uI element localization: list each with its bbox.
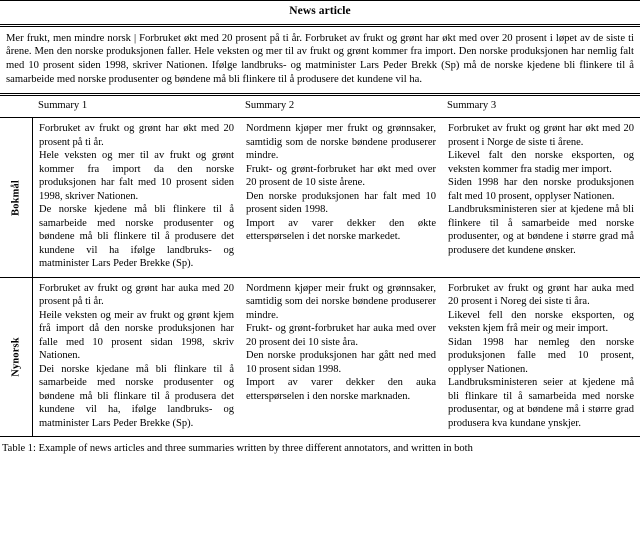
summary-column-header-row [0, 96, 640, 117]
cell-nynorsk-summary-2 [240, 278, 442, 437]
summary-sentence: Nordmenn kjøper meir frukt og grønnsaker, samtidig som dei norske bøndene produserer mindre. [246, 282, 436, 321]
cell-nynorsk-summary-3 [442, 278, 640, 437]
summary-sentence: Forbruket av frukt og grønt har økt med 20 prosent i Norge de siste ti årene. [448, 123, 634, 148]
table-row-bokmal [0, 118, 640, 277]
summary-sentence: Den norske produksjonen har gått ned med 10 prosent sidan 1998. [246, 350, 436, 375]
language-label-bokmal: Bokmål [10, 179, 22, 216]
summary-sentence: Hele veksten og mer til av frukt og grønt kommer fra import da den norske produksjonen har falt med 10 prosent siden 1998, skriver Nationen. [39, 150, 234, 202]
summary-sentence: Import av varer dekker den auka etterspørselen i den norske marknaden. [246, 377, 436, 402]
column-header-summary-1: Summary 1 [38, 100, 88, 112]
cell-nynorsk-summary-1 [33, 278, 240, 437]
language-label-nynorsk: Nynorsk [10, 337, 22, 377]
summary-sentence: Landbruksministeren seier at kjedene må bli flinkare til å samarbeida med norske produsentar, og at bøndene må i større grad produsera kva kundane ynskjer. [448, 377, 634, 429]
cell-bokmal-summary-3 [442, 118, 640, 277]
column-header-summary-2: Summary 2 [245, 100, 295, 112]
summary-sentence: Forbruket av frukt og grønt har auka med 20 prosent på ti år. [39, 282, 234, 308]
column-header-summary-3: Summary 3 [447, 100, 497, 112]
news-article-row [0, 27, 640, 94]
summary-sentence: Forbruket av frukt og grønt har auka med 20 prosent i Noreg dei siste ti åra. [448, 282, 634, 308]
summary-sentence: Heile veksten og meir av frukt og grønt kjem frå import då den norske produksjonen har falle med 10 prosent sidan 1998, skriv Nationen. [39, 309, 234, 362]
summary-sentence: Sidan 1998 har nemleg den norske produksjonen falle med 10 prosent, opplyser Nationen. [448, 336, 634, 375]
summary-sentence: Frukt- og grønt-forbruket har auka med over 20 prosent dei 10 siste åra. [246, 323, 436, 348]
summary-sentence: Likevel falt den norske eksporten, og veksten kommer fra stadig mer import. [448, 150, 634, 175]
summary-sentence: Dei norske kjedane må bli flinkare til å samarbeide med norske produsenter og bøndene må bli flinkare til å produsera det kundene vil ha, ifølge landbruks- og matminister Lars Peder Brekke (Sp). [39, 363, 234, 429]
summary-sentence: Den norske produksjonen har falt med 10 prosent siden 1998. [246, 190, 436, 216]
table-caption: Table 1: Example of news articles and three summaries written by three different annotators, and written in both [2, 443, 473, 455]
language-label-cell-bokmal [0, 118, 33, 277]
language-label-header-spacer [0, 100, 33, 112]
summary-sentence: Import av varer dekker den økte etterspørselen i det norske markedet. [246, 217, 436, 243]
news-article-text: Mer frukt, men mindre norsk | Forbruket økt med 20 prosent på ti år. Forbruket av frukt og grønt har økt med over 20 prosent i løpet av de siste ti årene. Men den norske produksjonen faller. Hele veksten og mer til av frukt og grønt kommer fra import. Den norske produksjonen har nemlig falt med 10 prosent siden 1998, skriver Nationen. Ifølge landbruks- og matminister Lars Peder Brekk (Sp) må de norske kjedene bli flinkere til å samarbeide med norske produsenter og bøndene må bli flinkere til å produsere det kundene vil ha. [6, 32, 634, 86]
table-header-title: News article [289, 5, 351, 17]
summary-sentence: Landbruksministeren sier at kjedene må bli flinkere til å samarbeide med norske produsenter, og at bøndene i større grad må produsere det kundene ønsker. [448, 204, 634, 256]
summary-sentence: Siden 1998 har den norske produksjonen falt med 10 prosent, opplyser Nationen. [448, 177, 634, 202]
table-row-nynorsk [0, 278, 640, 437]
summary-sentence: Nordmenn kjøper mer frukt og grønnsaker, samtidig som de norske bøndene produserer mindre. [246, 123, 436, 162]
cell-bokmal-summary-1 [33, 118, 240, 277]
summary-sentence: De norske kjedene må bli flinkere til å samarbeide med norske produsenter og bøndene må bli flinkere til å produsere det kundene vil ha ifølge landbruks- og matminister Lars Peder Brekke (Sp). [39, 204, 234, 270]
summary-sentence: Forbruket av frukt og grønt har økt med 20 prosent på ti år. [39, 123, 234, 148]
cell-bokmal-summary-2 [240, 118, 442, 277]
summary-sentence: Frukt- og grønt-forbruket har økt med over 20 prosent de 10 siste årene. [246, 163, 436, 189]
language-label-cell-nynorsk [0, 278, 33, 437]
summary-sentence: Likevel fell den norske eksporten, og veksten kjem frå meir og meir import. [448, 309, 634, 335]
